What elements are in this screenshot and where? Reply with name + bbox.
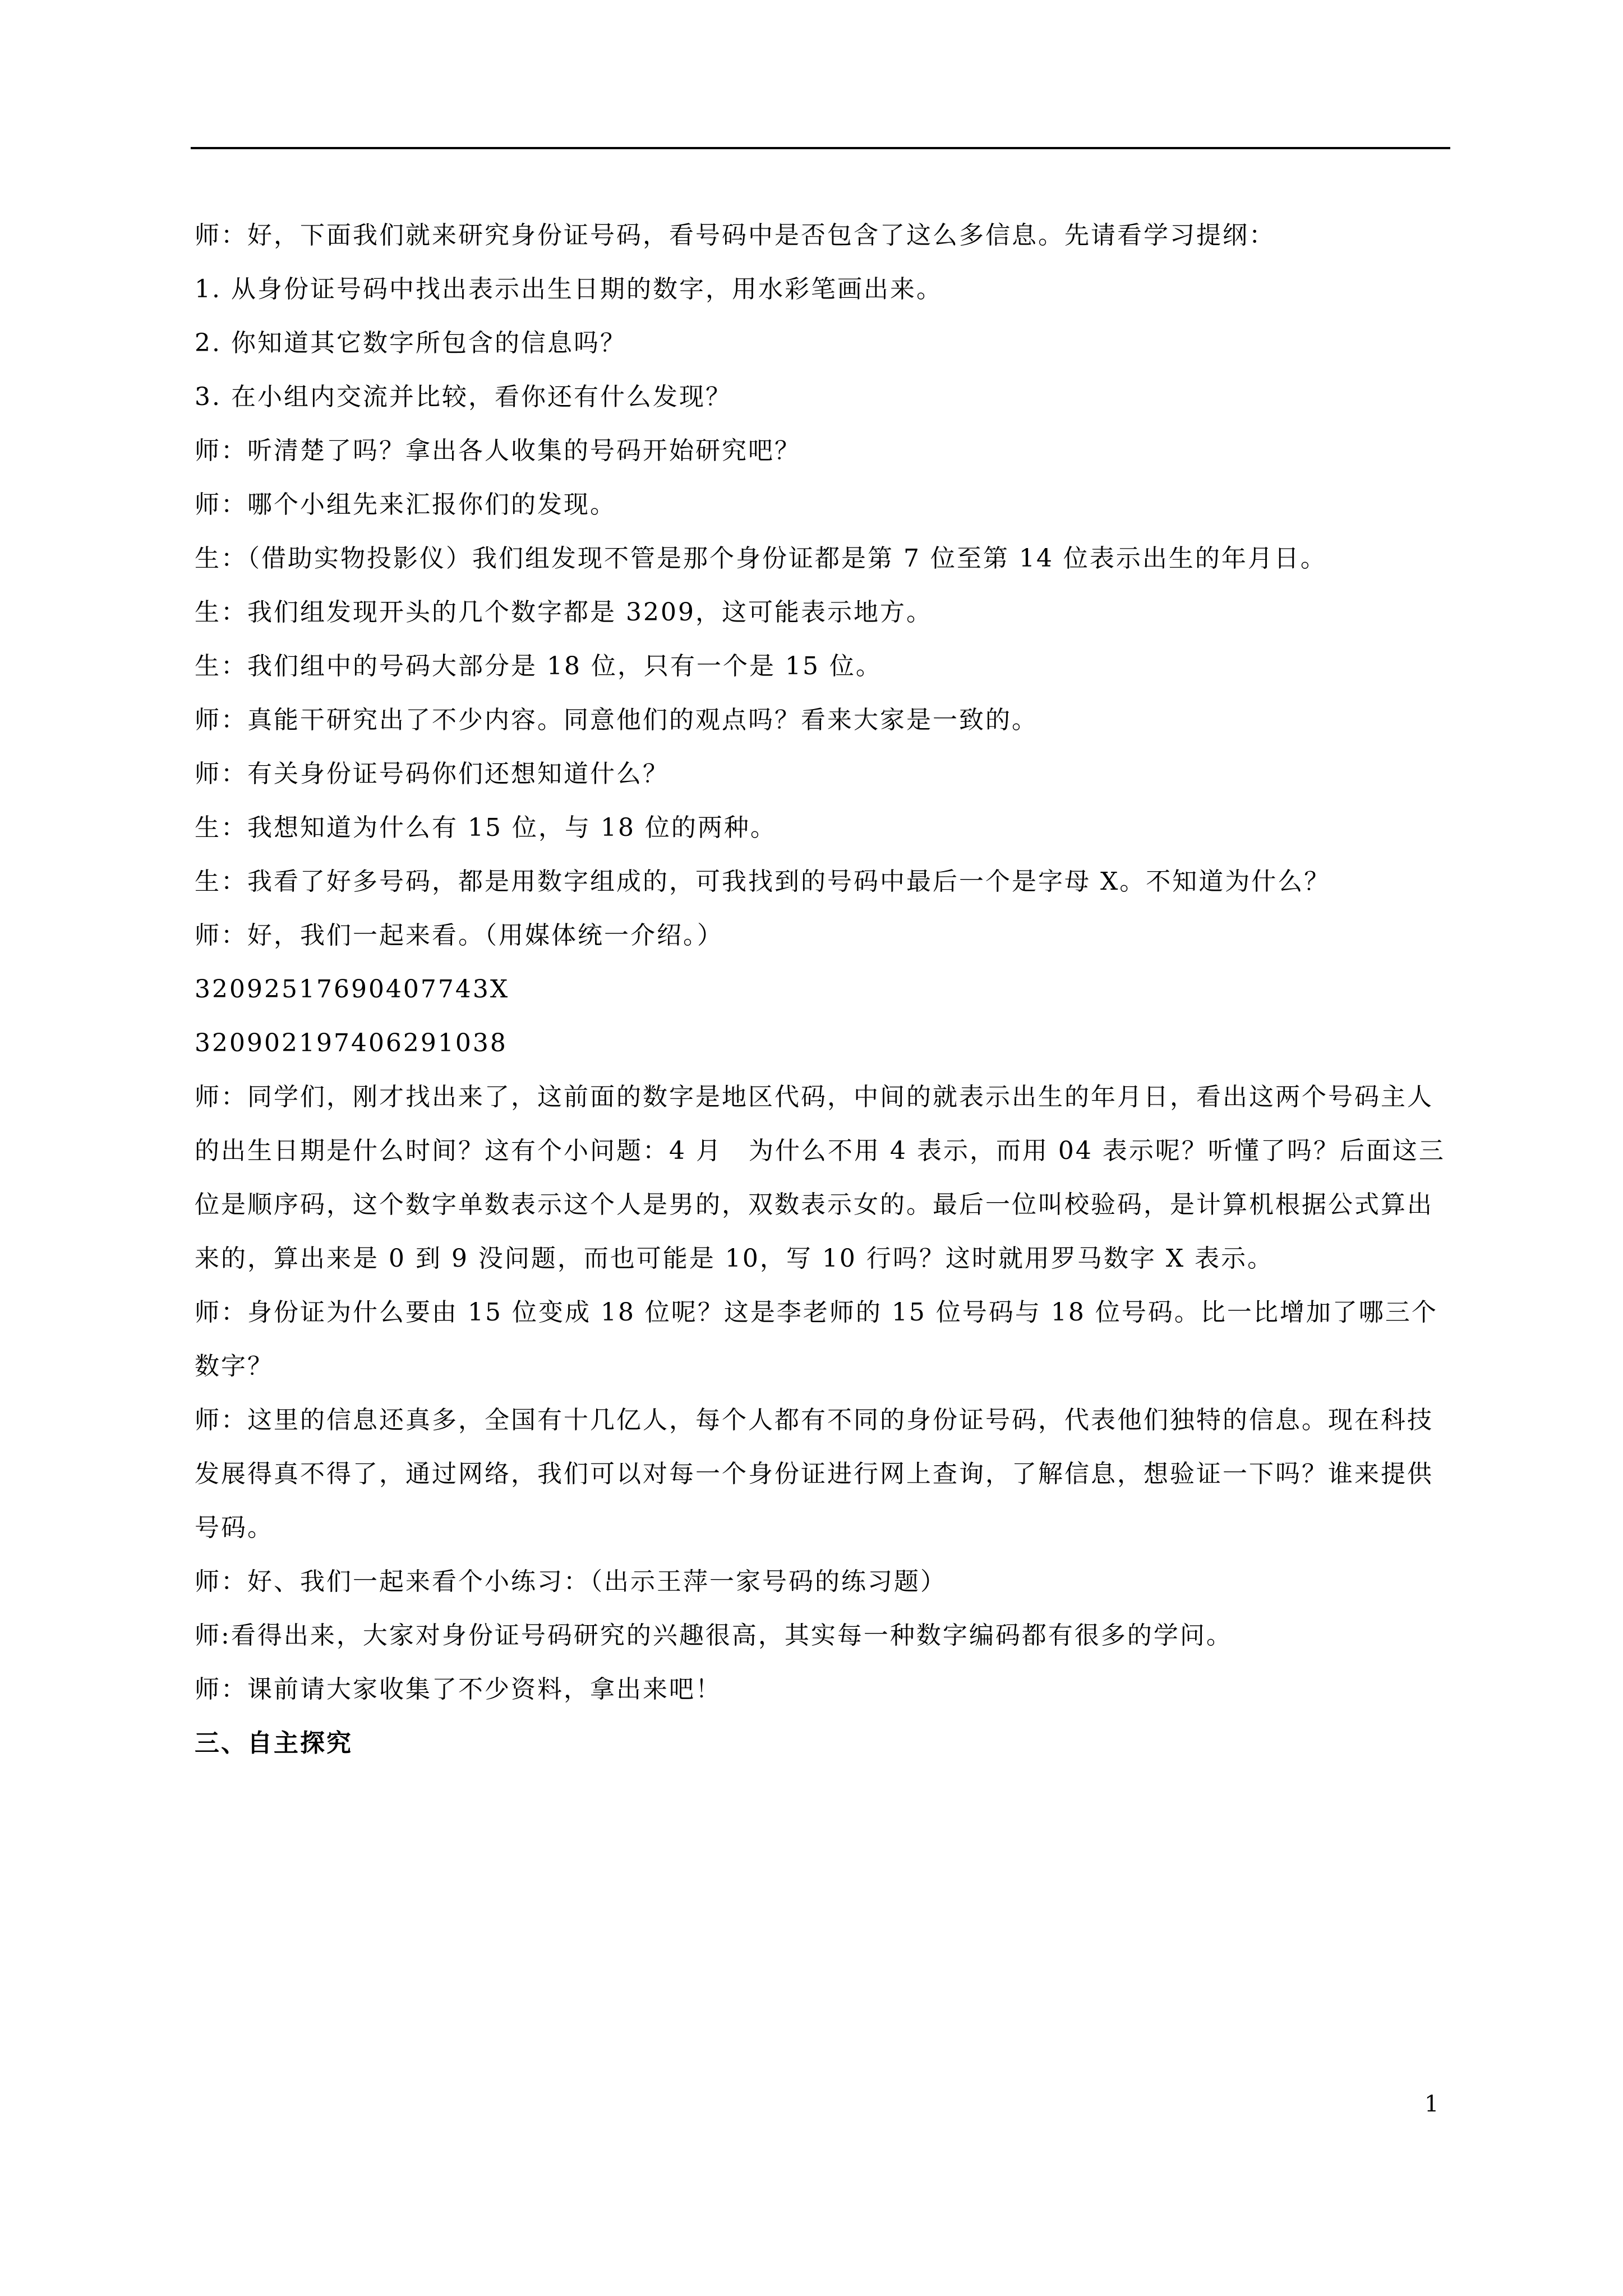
id-number: 320902197406291038 xyxy=(195,1029,508,1057)
paragraph: 师：听清楚了吗？拿出各人收集的号码开始研究吧？ xyxy=(195,436,801,465)
paragraph: 师：好，我们一起来看。（用媒体统一介绍。） xyxy=(195,921,723,950)
header-rule xyxy=(191,147,1450,149)
outline-item: 1. 从身份证号码中找出表示出生日期的数字，用水彩笔画出来。 xyxy=(195,275,943,303)
paragraph: 师：身份证为什么要由 15 位变成 18 位呢？这是李老师的 15 位号码与 18 位号码。比一比增加了哪三个数字？ xyxy=(195,1298,1438,1381)
id-number: 32092517690407743X xyxy=(195,975,510,1004)
page-number: 1 xyxy=(1424,2091,1439,2117)
paragraph: 生：（借助实物投影仪）我们组发现不管是那个身份证都是第 7 位至第 14 位表示出生的年月日。 xyxy=(195,544,1327,573)
outline-item: 2. 你知道其它数字所包含的信息吗？ xyxy=(195,329,626,357)
paragraph: 生：我想知道为什么有 15 位，与 18 位的两种。 xyxy=(195,813,777,842)
section-heading: 三、自主探究 xyxy=(195,1729,353,1757)
paragraph: 师：这里的信息还真多，全国有十几亿人，每个人都有不同的身份证号码，代表他们独特的信息。现在科技发展得真不得了，通过网络，我们可以对每一个身份证进行网上查询，了解信息，想验证一下吗？谁来提供号码。 xyxy=(195,1406,1433,1542)
paragraph: 师：课前请大家收集了不少资料，拿出来吧！ xyxy=(195,1675,722,1704)
paragraph: 生：我们组中的号码大部分是 18 位，只有一个是 15 位。 xyxy=(195,652,882,680)
paragraph: 师：哪个小组先来汇报你们的发现。 xyxy=(195,490,616,519)
outline-item: 3. 在小组内交流并比较，看你还有什么发现？ xyxy=(195,383,732,411)
paragraph: 师：同学们，刚才找出来了，这前面的数字是地区代码，中间的就表示出生的年月日，看出这两个号码主人的出生日期是什么时间？这有个小问题：4 月 为什么不用 4 表示，而用 04 表示呢？听懂了吗？后面这三位是顺序码，这个数字单数表示这个人是男的，双数表示女的。最后一位叫校验码，是计算机根据公式算出来的，算出来是 0 到 9 没问题，而也可能是 10，写 10 行吗？这时就用罗马数字 X 表示。 xyxy=(195,1083,1445,1273)
document-body xyxy=(195,209,1451,1770)
paragraph: 师：好、我们一起来看个小练习：（出示王萍一家号码的练习题） xyxy=(195,1567,947,1596)
paragraph: 师：好，下面我们就来研究身份证号码，看号码中是否包含了这么多信息。先请看学习提纲： xyxy=(195,221,1275,250)
paragraph: 生：我们组发现开头的几个数字都是 3209，这可能表示地方。 xyxy=(195,598,933,627)
paragraph: 师:看得出来，大家对身份证号码研究的兴趣很高，其实每一种数字编码都有很多的学问。 xyxy=(195,1621,1233,1650)
paragraph: 师：有关身份证号码你们还想知道什么？ xyxy=(195,760,669,788)
paragraph: 师：真能干研究出了不少内容。同意他们的观点吗？看来大家是一致的。 xyxy=(195,706,1038,734)
paragraph: 生：我看了好多号码，都是用数字组成的，可我找到的号码中最后一个是字母 X。不知道为什么？ xyxy=(195,867,1331,896)
